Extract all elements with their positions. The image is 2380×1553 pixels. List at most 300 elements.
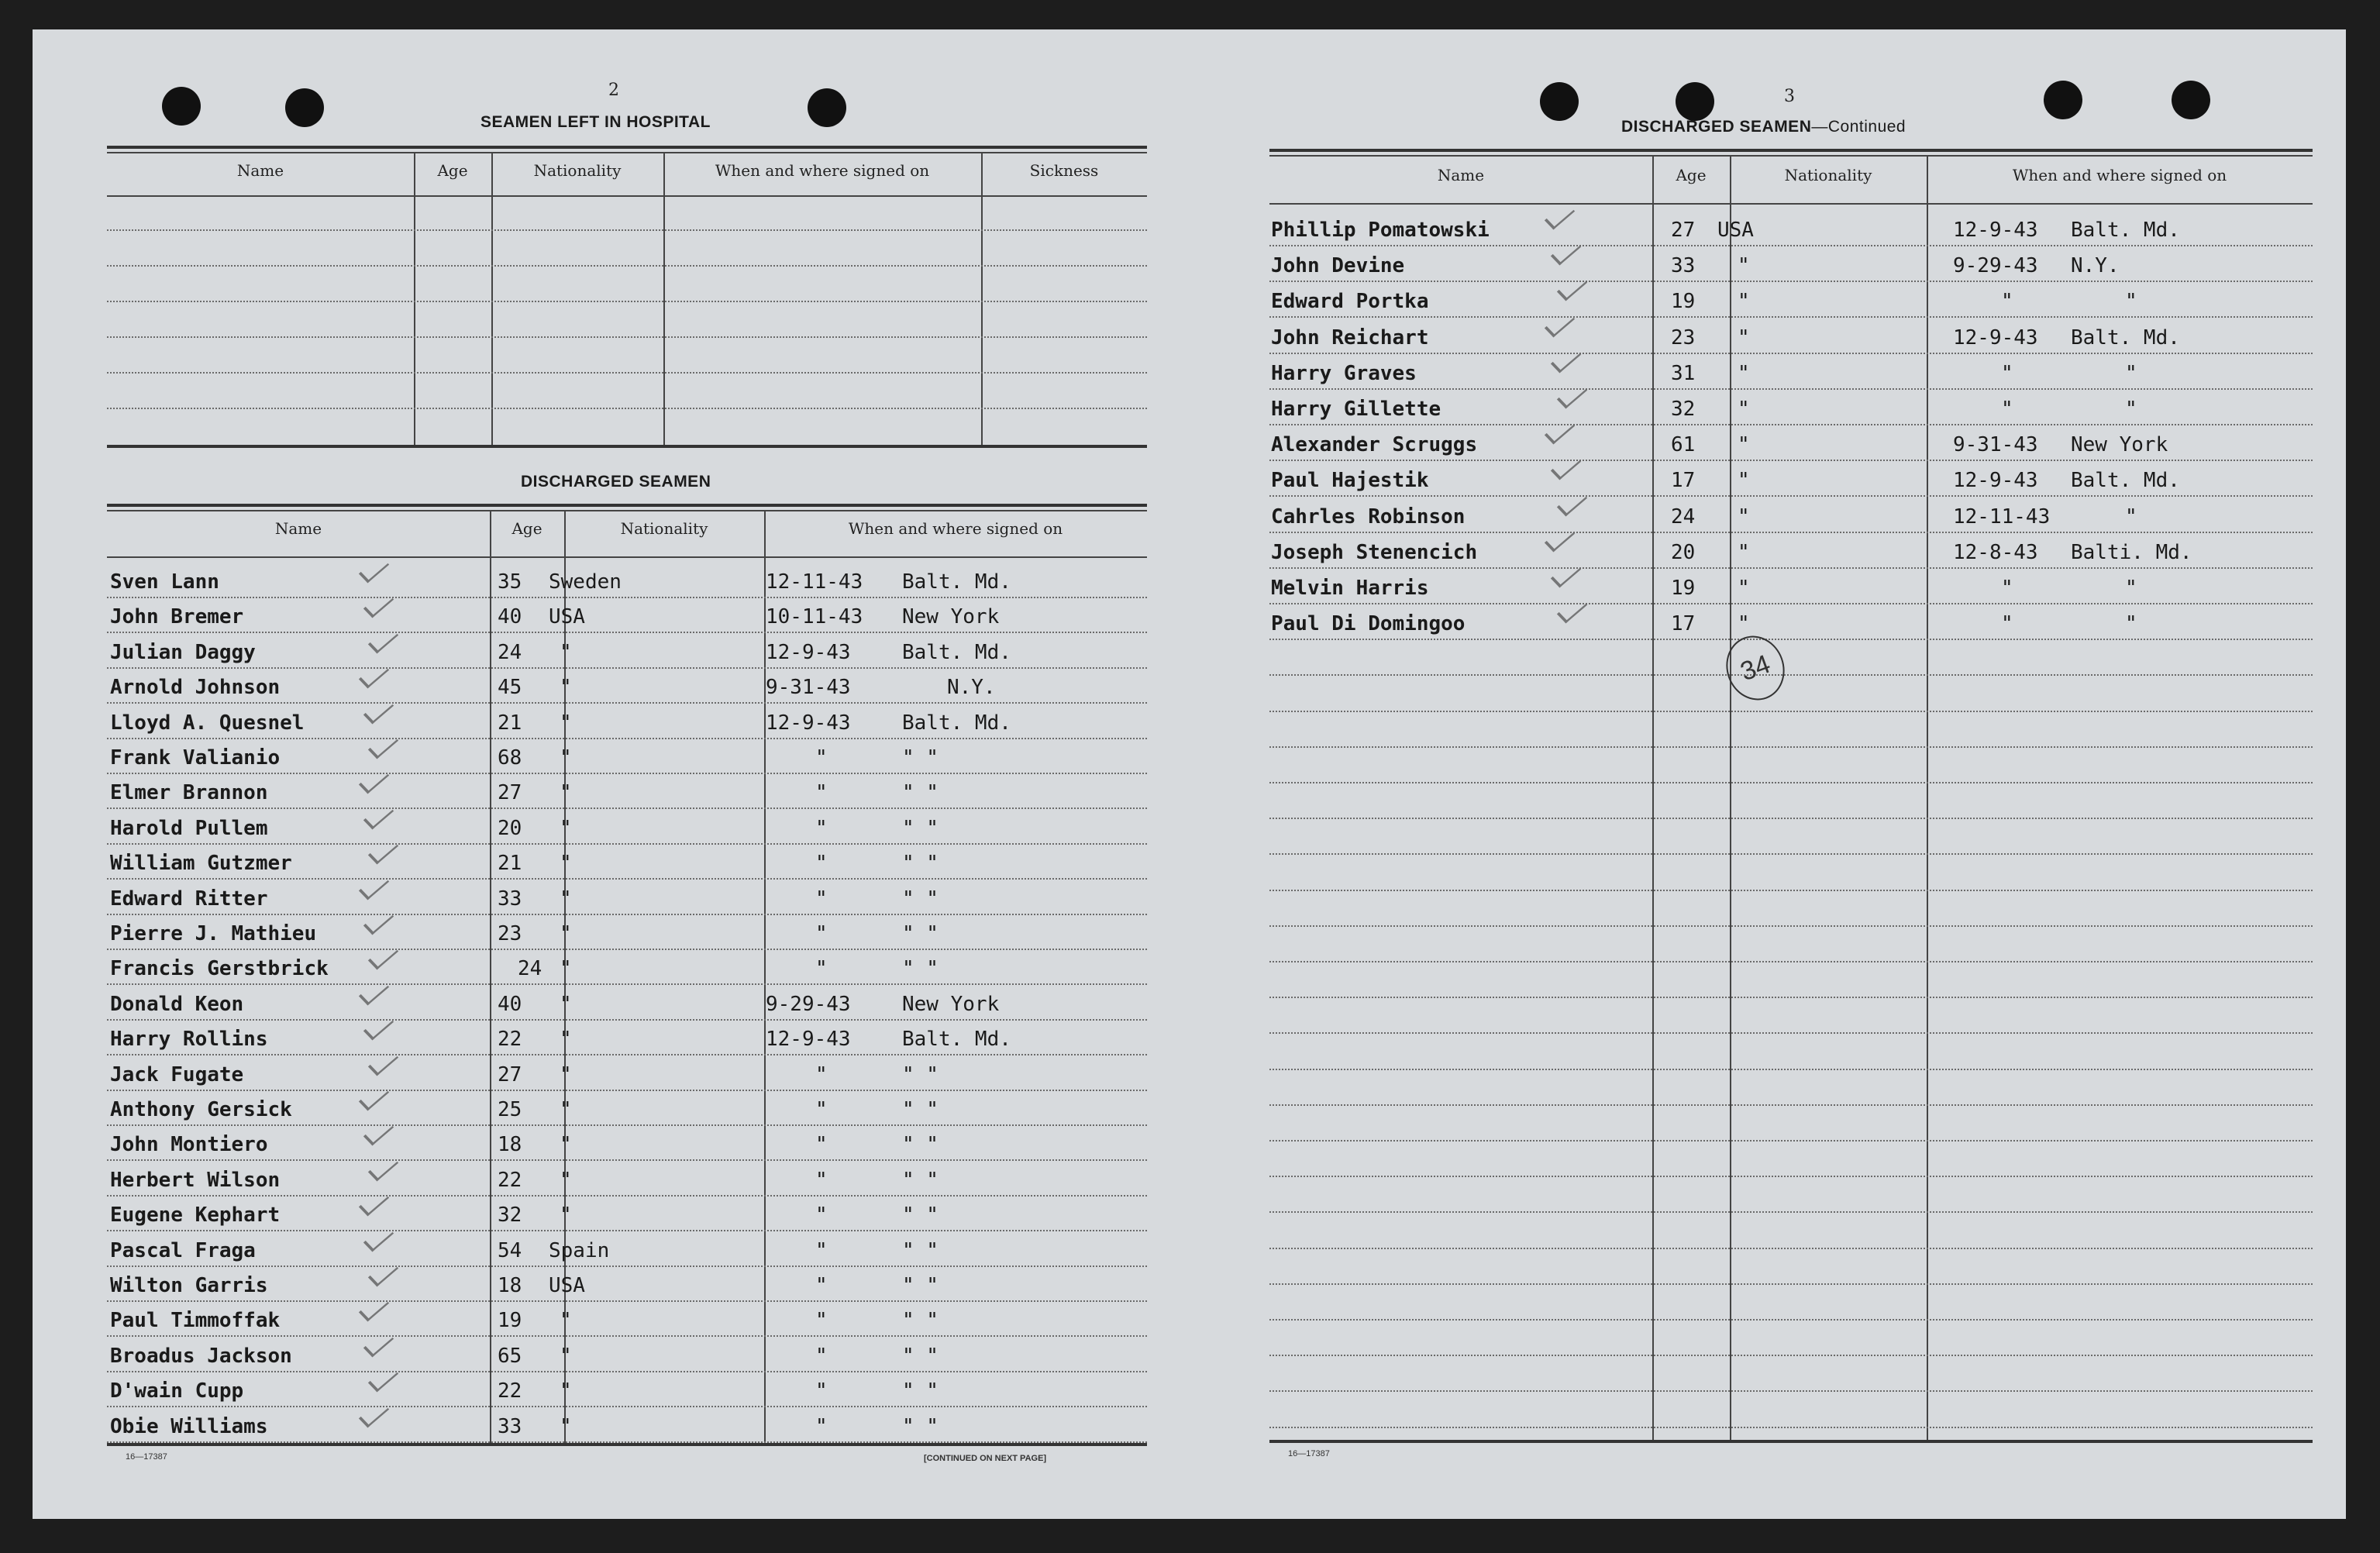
check-mark: [363, 907, 394, 935]
seaman-name: Donald Keon: [110, 993, 244, 1016]
page-number: 3: [1784, 87, 1795, 106]
row-rule: [107, 843, 1147, 845]
check-mark: [368, 1049, 398, 1076]
hospital-header-nationality: Nationality: [533, 161, 622, 180]
signed-on-place: Balt. Md.: [2071, 469, 2180, 492]
hospital-blank-row: [107, 265, 1147, 267]
check-mark: [1557, 381, 1587, 409]
signed-on-date: ": [2001, 577, 2013, 600]
signed-on-date: ": [815, 1345, 828, 1368]
blank-row-rule: [1269, 746, 2313, 748]
signed-on-date: ": [815, 781, 828, 804]
check-mark: [1557, 596, 1587, 624]
punch-hole: [1676, 82, 1714, 121]
blank-row-rule: [1269, 1032, 2313, 1034]
seaman-age: 45: [498, 676, 522, 699]
seaman-age: 23: [498, 922, 522, 945]
seaman-name: Pascal Fraga: [110, 1239, 256, 1262]
signed-on-place: " ": [902, 922, 939, 945]
blank-row-rule: [1269, 1211, 2313, 1213]
seaman-age: 33: [1671, 254, 1696, 277]
seaman-name: Harry Rollins: [110, 1028, 268, 1051]
row-rule: [107, 1406, 1147, 1407]
seaman-name: Arnold Johnson: [110, 676, 281, 699]
seaman-name: Frank Valianio: [110, 746, 281, 770]
seaman-age: 21: [498, 852, 522, 875]
blank-row-rule: [1269, 1283, 2313, 1285]
signed-on-date: ": [815, 922, 828, 945]
signed-on-date: ": [815, 1379, 828, 1403]
signed-on-date: ": [2001, 398, 2013, 421]
check-mark: [359, 766, 389, 794]
seaman-name: D'wain Cupp: [110, 1379, 244, 1403]
blank-row-rule: [1269, 1319, 2313, 1321]
seaman-nationality: ": [560, 1169, 572, 1192]
seaman-age: 65: [498, 1345, 522, 1368]
punch-hole: [2172, 81, 2210, 119]
seaman-age: 33: [498, 887, 522, 911]
right-header-nationality: Nationality: [1784, 166, 1872, 184]
seaman-age: 24: [1671, 505, 1696, 529]
check-mark: [1545, 202, 1575, 230]
row-rule: [107, 878, 1147, 880]
seaman-nationality: ": [560, 922, 572, 945]
right-header-name: Name: [1437, 166, 1485, 184]
row-rule: [1269, 495, 2313, 497]
seaman-age: 68: [498, 746, 522, 770]
signed-on-place: " ": [902, 1133, 939, 1156]
signed-on-date: 9-31-43: [1953, 433, 2038, 456]
row-rule: [107, 1054, 1147, 1055]
signed-on-place: Balti. Md.: [2071, 541, 2192, 564]
row-rule: [107, 1265, 1147, 1267]
seaman-age: 31: [1671, 362, 1696, 385]
check-mark: [368, 1154, 398, 1182]
signed-on-place: Balt. Md.: [902, 570, 1011, 594]
seaman-nationality: ": [1738, 469, 1750, 492]
signed-on-place: " ": [902, 817, 939, 840]
check-mark: [363, 1013, 394, 1041]
seaman-age: 40: [498, 993, 522, 1016]
signed-on-date: ": [815, 746, 828, 770]
seaman-name: Joseph Stenencich: [1271, 541, 1478, 564]
seaman-nationality: ": [1738, 541, 1750, 564]
signed-on-date: 12-11-43: [766, 570, 863, 594]
seaman-name: Sven Lann: [110, 570, 219, 594]
seaman-name: William Gutzmer: [110, 852, 292, 875]
seaman-name: Lloyd A. Quesnel: [110, 711, 305, 735]
hospital-header-name: Name: [236, 161, 284, 180]
row-rule: [1269, 353, 2313, 354]
signed-on-place: " ": [902, 1415, 939, 1438]
seaman-name: Paul Timmoffak: [110, 1309, 281, 1332]
row-rule: [1269, 460, 2313, 461]
signed-on-place: Balt. Md.: [2071, 219, 2180, 242]
seaman-age: 17: [1671, 469, 1696, 492]
check-mark: [1551, 453, 1581, 480]
seaman-age: 25: [498, 1098, 522, 1121]
seaman-age: 19: [1671, 290, 1696, 313]
seaman-nationality: ": [560, 852, 572, 875]
blank-row-rule: [1269, 782, 2313, 783]
document-sheet: [33, 29, 2346, 1519]
punch-hole: [1540, 82, 1579, 121]
hospital-header-signed-on: When and where signed on: [715, 161, 930, 180]
seaman-age: 32: [498, 1203, 522, 1227]
row-rule: [1269, 603, 2313, 604]
check-mark: [359, 556, 389, 584]
blank-row-rule: [1269, 1355, 2313, 1356]
seaman-nationality: ": [560, 1345, 572, 1368]
signed-on-date: 9-31-43: [766, 676, 851, 699]
check-mark: [363, 802, 394, 830]
check-mark: [359, 661, 389, 689]
blank-row-rule: [1269, 1248, 2313, 1249]
seaman-nationality: ": [560, 676, 572, 699]
signed-on-place: " ": [902, 1098, 939, 1121]
blank-row-rule: [1269, 1140, 2313, 1142]
signed-on-date: ": [815, 957, 828, 980]
discharged-header-nationality: Nationality: [620, 519, 708, 538]
check-mark: [359, 1189, 389, 1217]
signed-on-place: " ": [902, 1203, 939, 1227]
seaman-nationality: ": [560, 1309, 572, 1332]
discharged-header-age: Age: [511, 519, 542, 538]
seaman-age: 22: [498, 1028, 522, 1051]
check-mark: [1557, 274, 1587, 301]
seaman-age: 33: [498, 1415, 522, 1438]
seaman-name: Anthony Gersick: [110, 1098, 292, 1121]
signed-on-date: 12-9-43: [1953, 219, 2038, 242]
signed-on-date: 9-29-43: [766, 993, 851, 1016]
seaman-nationality: USA: [1717, 219, 1754, 242]
seaman-age: 40: [498, 605, 522, 628]
seaman-name: Harry Gillette: [1271, 398, 1441, 421]
check-mark: [359, 873, 389, 900]
seaman-name: Harold Pullem: [110, 817, 268, 840]
form-number: 16—17387: [126, 1452, 167, 1462]
right-header-age: Age: [1676, 166, 1707, 184]
check-mark: [368, 1365, 398, 1393]
seaman-name: Cahrles Robinson: [1271, 505, 1466, 529]
seaman-age: 21: [498, 711, 522, 735]
seaman-name: Melvin Harris: [1271, 577, 1429, 600]
seaman-name: Edward Ritter: [110, 887, 268, 911]
check-mark: [359, 978, 389, 1006]
signed-on-date: ": [2001, 290, 2013, 313]
blank-row-rule: [1269, 853, 2313, 855]
signed-on-date: ": [815, 1098, 828, 1121]
signed-on-place: " ": [902, 852, 939, 875]
seaman-name: Herbert Wilson: [110, 1169, 281, 1192]
seaman-name: Harry Graves: [1271, 362, 1417, 385]
seaman-name: John Devine: [1271, 254, 1405, 277]
check-mark: [363, 1224, 394, 1252]
row-rule: [107, 1230, 1147, 1231]
signed-on-place: " ": [902, 1274, 939, 1297]
signed-on-date: ": [815, 1309, 828, 1332]
seaman-nationality: USA: [549, 605, 585, 628]
seaman-name: Jack Fugate: [110, 1063, 244, 1086]
signed-on-date: ": [815, 1063, 828, 1086]
seaman-nationality: ": [1738, 398, 1750, 421]
seaman-age: 27: [498, 1063, 522, 1086]
check-mark: [359, 1400, 389, 1428]
signed-on-date: ": [2001, 362, 2013, 385]
row-rule: [107, 1124, 1147, 1126]
seaman-name: Paul Hajestik: [1271, 469, 1429, 492]
seaman-age: 20: [1671, 541, 1696, 564]
signed-on-place: N.Y.: [2071, 254, 2120, 277]
punch-hole: [2044, 81, 2082, 119]
check-mark: [368, 1259, 398, 1287]
row-rule: [107, 983, 1147, 985]
check-mark: [363, 591, 394, 618]
row-rule: [1269, 245, 2313, 246]
seaman-nationality: ": [560, 1415, 572, 1438]
punch-hole: [808, 88, 846, 127]
hospital-blank-row: [107, 408, 1147, 409]
check-mark: [368, 837, 398, 865]
signed-on-place: " ": [902, 1239, 939, 1262]
seaman-age: 19: [498, 1309, 522, 1332]
seaman-age: 35: [498, 570, 522, 594]
signed-on-date: ": [815, 817, 828, 840]
seaman-nationality: ": [560, 1063, 572, 1086]
seaman-nationality: ": [560, 1379, 572, 1403]
seaman-age: 18: [498, 1274, 522, 1297]
seaman-nationality: ": [560, 1203, 572, 1227]
hospital-header-age: Age: [437, 161, 468, 180]
signed-on-date: ": [815, 1169, 828, 1192]
signed-on-date: ": [815, 887, 828, 911]
check-mark: [359, 1294, 389, 1322]
signed-on-place: " ": [902, 746, 939, 770]
row-rule: [1269, 532, 2313, 533]
row-rule: [107, 773, 1147, 774]
seaman-nationality: ": [1738, 577, 1750, 600]
seaman-nationality: ": [560, 781, 572, 804]
signed-on-place: Balt. Md.: [902, 711, 1011, 735]
check-mark: [368, 626, 398, 654]
signed-on-date: 12-8-43: [1953, 541, 2038, 564]
seaman-nationality: ": [1738, 326, 1750, 350]
seaman-name: John Reichart: [1271, 326, 1429, 350]
punch-hole: [285, 88, 324, 127]
seaman-name: Paul Di Domingoo: [1271, 612, 1466, 635]
seaman-nationality: Sweden: [549, 570, 622, 594]
blank-row-rule: [1269, 818, 2313, 819]
seaman-age: 20: [498, 817, 522, 840]
blank-row-rule: [1269, 1104, 2313, 1106]
signed-on-place: " ": [902, 1379, 939, 1403]
seaman-age: 54: [498, 1239, 522, 1262]
seaman-age: 23: [1671, 326, 1696, 350]
form-number: 16—17387: [1288, 1449, 1330, 1458]
blank-row-rule: [1269, 890, 2313, 891]
seaman-nationality: ": [560, 957, 572, 980]
check-mark: [368, 732, 398, 759]
check-mark: [1545, 525, 1575, 553]
seaman-nationality: ": [560, 641, 572, 664]
seaman-age: 27: [1671, 219, 1696, 242]
row-rule: [107, 597, 1147, 598]
row-rule: [1269, 316, 2313, 318]
seaman-name: Wilton Garris: [110, 1274, 268, 1297]
seaman-age: 24: [518, 957, 542, 980]
signed-on-date: ": [2001, 612, 2013, 635]
hospital-blank-row: [107, 336, 1147, 338]
row-rule: [107, 1090, 1147, 1091]
signed-on-place: New York: [902, 993, 1000, 1016]
punch-hole: [162, 87, 201, 126]
signed-on-date: 12-9-43: [1953, 326, 2038, 350]
signed-on-place: " ": [902, 1309, 939, 1332]
seaman-name: Pierre J. Mathieu: [110, 922, 317, 945]
signed-on-date: ": [815, 1203, 828, 1227]
row-rule: [1269, 281, 2313, 282]
seaman-nationality: ": [560, 887, 572, 911]
check-mark: [1557, 489, 1587, 517]
signed-on-date: ": [815, 852, 828, 875]
seaman-nationality: ": [560, 1133, 572, 1156]
row-rule: [107, 1335, 1147, 1337]
blank-row-rule: [1269, 1176, 2313, 1177]
signed-on-place: " ": [902, 887, 939, 911]
seaman-name: John Bremer: [110, 605, 244, 628]
row-rule: [107, 1195, 1147, 1197]
seaman-nationality: ": [560, 993, 572, 1016]
signed-on-place: ": [2125, 290, 2137, 313]
seaman-name: Elmer Brannon: [110, 781, 268, 804]
check-mark: [1551, 560, 1581, 588]
row-rule: [107, 807, 1147, 809]
signed-on-date: 10-11-43: [766, 605, 863, 628]
signed-on-place: " ": [902, 781, 939, 804]
row-rule: [107, 949, 1147, 950]
seaman-name: Julian Daggy: [110, 641, 256, 664]
signed-on-place: ": [2125, 505, 2137, 529]
signed-on-date: 12-9-43: [766, 711, 851, 735]
seaman-nationality: ": [1738, 505, 1750, 529]
seaman-name: John Montiero: [110, 1133, 268, 1156]
signed-on-date: 9-29-43: [1953, 254, 2038, 277]
check-mark: [368, 942, 398, 970]
seaman-nationality: ": [560, 1098, 572, 1121]
right-title-main: DISCHARGED SEAMEN: [1621, 118, 1812, 136]
signed-on-date: ": [815, 1239, 828, 1262]
row-rule: [1269, 567, 2313, 569]
seaman-nationality: ": [560, 817, 572, 840]
seaman-age: 18: [498, 1133, 522, 1156]
seaman-age: 24: [498, 641, 522, 664]
seaman-nationality: ": [1738, 254, 1750, 277]
row-rule: [107, 1019, 1147, 1021]
signed-on-place: Balt. Md.: [2071, 326, 2180, 350]
hospital-blank-row: [107, 372, 1147, 374]
signed-on-place: " ": [902, 1063, 939, 1086]
seaman-nationality: ": [560, 1028, 572, 1051]
right-title: [1621, 118, 1906, 136]
check-mark: [1551, 346, 1581, 374]
seaman-nationality: ": [1738, 290, 1750, 313]
discharged-header-name: Name: [274, 519, 322, 538]
seaman-name: Alexander Scruggs: [1271, 433, 1478, 456]
continued-note: [CONTINUED ON NEXT PAGE]: [924, 1454, 1047, 1463]
signed-on-place: Balt. Md.: [902, 1028, 1011, 1051]
seaman-name: Eugene Kephart: [110, 1203, 281, 1227]
blank-row-rule: [1269, 961, 2313, 962]
signed-on-place: New York: [2071, 433, 2168, 456]
seaman-age: 27: [498, 781, 522, 804]
row-rule: [107, 632, 1147, 633]
row-rule: [107, 702, 1147, 704]
check-mark: [363, 1330, 394, 1358]
row-rule: [107, 1300, 1147, 1302]
check-mark: [363, 697, 394, 725]
check-mark: [1545, 310, 1575, 338]
row-rule: [107, 914, 1147, 915]
signed-on-place: N.Y.: [947, 676, 996, 699]
check-mark: [359, 1083, 389, 1111]
signed-on-date: 12-11-43: [1953, 505, 2051, 529]
seaman-nationality: USA: [549, 1274, 585, 1297]
row-rule: [107, 1371, 1147, 1372]
row-rule: [107, 1159, 1147, 1161]
blank-row-rule: [1269, 1427, 2313, 1428]
signed-on-place: " ": [902, 1345, 939, 1368]
seaman-age: 22: [498, 1379, 522, 1403]
hospital-blank-row: [107, 229, 1147, 231]
signed-on-place: ": [2125, 577, 2137, 600]
row-rule: [1269, 424, 2313, 425]
signed-on-date: 12-9-43: [766, 641, 851, 664]
blank-row-rule: [1269, 674, 2313, 676]
circled-count-note: 34: [1717, 628, 1793, 708]
blank-row-rule: [1269, 711, 2313, 712]
signed-on-place: ": [2125, 362, 2137, 385]
signed-on-place: New York: [902, 605, 1000, 628]
signed-on-date: 12-9-43: [766, 1028, 851, 1051]
hospital-blank-row: [107, 301, 1147, 302]
check-mark: [1551, 238, 1581, 266]
seaman-nationality: ": [560, 746, 572, 770]
seaman-name: Edward Portka: [1271, 290, 1429, 313]
right-title-continued: —Continued: [1811, 118, 1906, 136]
seaman-name: Francis Gerstbrick: [110, 957, 329, 980]
seaman-nationality: Spain: [549, 1239, 610, 1262]
table-bottom-rule: [107, 1443, 1147, 1446]
seaman-age: 19: [1671, 577, 1696, 600]
seaman-age: 22: [498, 1169, 522, 1192]
hospital-title: SEAMEN LEFT IN HOSPITAL: [480, 113, 711, 131]
seaman-nationality: ": [1738, 433, 1750, 456]
signed-on-place: " ": [902, 1169, 939, 1192]
signed-on-date: ": [815, 1415, 828, 1438]
blank-row-rule: [1269, 997, 2313, 998]
seaman-nationality: ": [1738, 362, 1750, 385]
table-bottom-rule: [1269, 1440, 2313, 1443]
signed-on-place: ": [2125, 612, 2137, 635]
right-header-signed-on: When and where signed on: [2012, 166, 2227, 184]
discharged-header-signed-on: When and where signed on: [848, 519, 1063, 538]
signed-on-date: 12-9-43: [1953, 469, 2038, 492]
hospital-header-sickness: Sickness: [1029, 161, 1099, 180]
row-rule: [107, 738, 1147, 739]
blank-row-rule: [1269, 1069, 2313, 1070]
check-mark: [1545, 417, 1575, 445]
blank-row-rule: [1269, 925, 2313, 927]
